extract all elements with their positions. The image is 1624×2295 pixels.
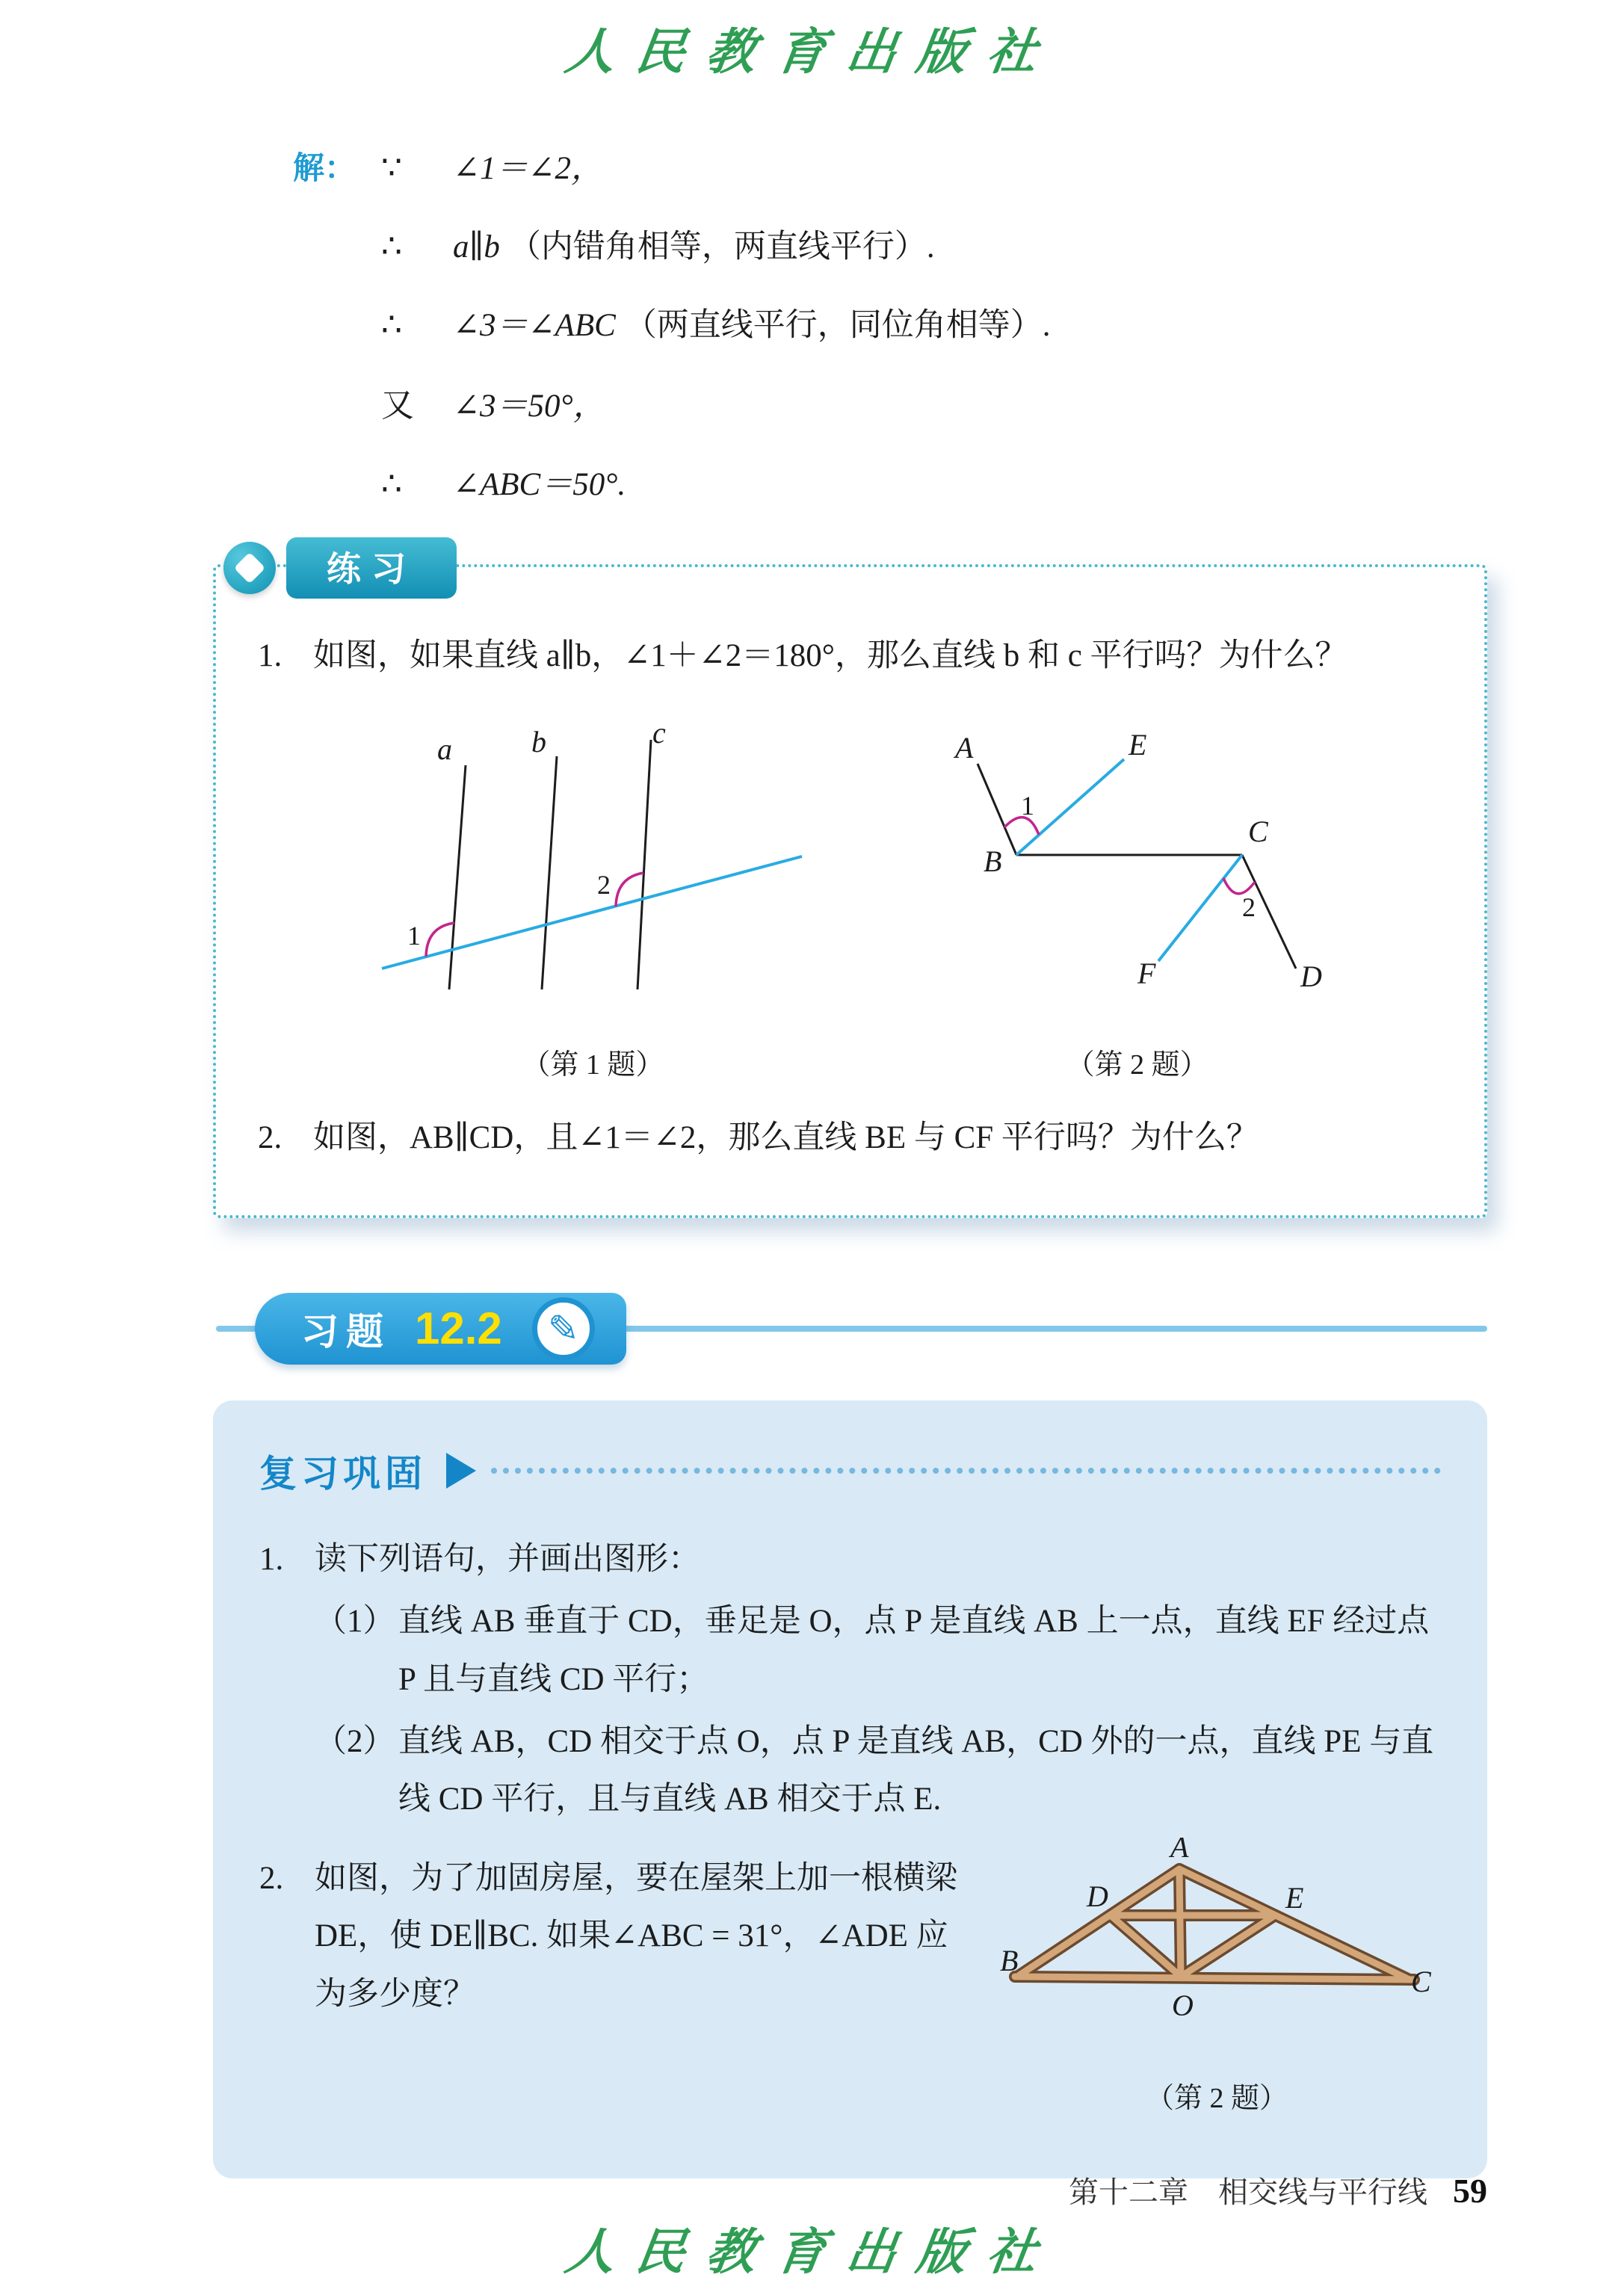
sub-item-text: 直线 AB，CD 相交于点 O，点 P 是直线 AB，CD 外的一点，直线 PE 与直线 CD 平行，且与直线 AB 相交于点 E. [398, 1723, 1434, 1817]
practice-figures-row [258, 720, 1442, 1082]
question-number: 2. [259, 1860, 284, 1896]
math-expression: ∠ABC＝50°. [453, 467, 626, 502]
exercise-number: 12.2 [415, 1303, 502, 1354]
therefore-because-symbol: ∵ [381, 149, 402, 186]
sub-item-2 [315, 1713, 1441, 1829]
question-text: 如图，如果直线 a∥b，∠1＋∠2＝180°，那么直线 b 和 c 平行吗？为什么？ [313, 638, 1347, 673]
dotted-rule [491, 1468, 1441, 1474]
practice-title: 练习 [286, 537, 457, 599]
reason-note: （两直线平行，同位角相等）. [624, 308, 1051, 343]
question-body [315, 1837, 1441, 2129]
line-c [637, 740, 651, 989]
therefore-because-symbol: ∴ [381, 228, 402, 265]
footer-chapter: 第十二章 相交线与平行线 [1069, 2175, 1427, 2209]
math-expression: ∠3＝50°， [453, 389, 605, 424]
label-E: E [1128, 728, 1147, 762]
pencil-icon: ✎ [547, 1306, 579, 1350]
practice-question-1 [258, 627, 1442, 685]
page-footer [1069, 2169, 1487, 2211]
transversal-line [382, 856, 802, 969]
angle-2-arc [1223, 878, 1255, 894]
label-D: D [1300, 960, 1322, 994]
question-text: 读下列语句，并画出图形： [315, 1541, 700, 1577]
label-F: F [1137, 957, 1156, 991]
math-expression: ∠3＝∠ABC [453, 308, 616, 343]
reason-note: （内错角相等，两直线平行）. [508, 229, 935, 265]
practice-tab [223, 537, 457, 599]
label-angle-2: 2 [1241, 892, 1256, 923]
point-labels [953, 728, 1322, 993]
truss-figure-block [992, 1838, 1441, 2125]
line-b [542, 756, 557, 989]
math-expression: a∥b [453, 229, 500, 265]
angle-labels [407, 870, 611, 951]
review-question-1 [259, 1530, 1441, 1588]
question-number: 1. [258, 638, 282, 673]
label-C: C [1411, 1964, 1431, 1998]
therefore-because-symbol: ∴ [381, 466, 402, 502]
triangle-arrow-icon [446, 1453, 476, 1489]
sub-item-text: 直线 AB 垂直于 CD，垂足是 O，点 P 是直线 AB 上一点，直线 EF 经过点 P 且与直线 CD 平行； [398, 1604, 1430, 1697]
page-header [0, 0, 1624, 83]
label-B: B [1000, 1943, 1019, 1977]
label-A: A [1170, 1837, 1189, 1864]
label-angle-1: 1 [407, 921, 422, 951]
exercise-banner [255, 1293, 626, 1365]
truss-beams-fill [1015, 1869, 1414, 1980]
label-line-b: b [531, 725, 547, 759]
label-C: C [1247, 815, 1268, 849]
figure-lines [449, 740, 651, 989]
review-heading-row [259, 1444, 1441, 1498]
label-angle-2: 2 [597, 870, 611, 901]
label-line-a: a [437, 732, 453, 767]
label-A: A [954, 731, 974, 765]
sub-item-number: （1） [315, 1604, 395, 1640]
practice-section [213, 549, 1487, 1218]
review-question-1-items [259, 1588, 1441, 1829]
label-E: E [1285, 1880, 1304, 1915]
figure-1-caption: （第 1 题） [522, 1049, 664, 1081]
practice-badge-icon [223, 542, 276, 594]
question-number: 2. [258, 1120, 282, 1156]
label-line-c: c [652, 720, 667, 750]
label-O: O [1172, 1988, 1194, 2022]
angle-labels [1021, 791, 1256, 922]
solution-label: 解： [293, 150, 356, 185]
solution-line [293, 143, 1624, 188]
therefore-because-symbol: ∴ [381, 306, 402, 343]
math-expression: ∠1＝∠2， [453, 151, 604, 186]
therefore-because-symbol: 又 [381, 387, 414, 424]
solution-line [293, 378, 1624, 426]
question-text: 如图，为了加固房屋，要在屋架上加一根横梁 DE，使 DE∥BC. 如果∠ABC = 31°，∠ADE 应为多少度？ [315, 1860, 957, 2012]
sub-item-number: （2） [315, 1723, 395, 1759]
exercise-header [213, 1293, 1487, 1365]
truss-figure-caption: （第 2 题） [1145, 2083, 1288, 2115]
cyan-rays [1016, 759, 1242, 961]
publisher-logo: 人民教育出版社 [561, 22, 1062, 81]
solution-line [293, 221, 1624, 267]
pencil-badge [532, 1297, 595, 1360]
exercise-title: 习题 [301, 1310, 391, 1353]
line-a [449, 765, 466, 989]
line-labels [437, 720, 666, 766]
solution-line [293, 459, 1624, 504]
question-text: 如图，AB∥CD，且∠1＝∠2，那么直线 BE 与 CF 平行吗？为什么？ [313, 1120, 1259, 1156]
publisher-logo: 人民教育出版社 [561, 2223, 1062, 2281]
parallel-lines-figure [353, 720, 832, 1019]
figure-1 [353, 720, 832, 1082]
solution-line [293, 300, 1624, 345]
footer-page-number: 59 [1453, 2172, 1487, 2210]
truss-point-labels [1000, 1838, 1432, 2022]
angle-arcs [426, 873, 643, 957]
review-question-2 [259, 1837, 1441, 2129]
solution-block [293, 143, 1624, 504]
practice-question-2 [258, 1109, 1442, 1167]
ray-CF [1158, 855, 1242, 961]
page-bottom [0, 2212, 1624, 2283]
segment-AB [978, 764, 1016, 855]
label-angle-1: 1 [1020, 791, 1034, 821]
figure-2-caption: （第 2 题） [1066, 1049, 1208, 1081]
review-panel [213, 1400, 1487, 2178]
review-title: 复习巩固 [259, 1452, 427, 1495]
label-D: D [1087, 1879, 1108, 1913]
question-number: 1. [259, 1541, 284, 1577]
rays-figure [928, 720, 1347, 1019]
figure-2 [928, 720, 1347, 1082]
sub-item-1 [315, 1593, 1441, 1708]
roof-truss-figure [1000, 1838, 1433, 2024]
label-B: B [983, 844, 1002, 879]
